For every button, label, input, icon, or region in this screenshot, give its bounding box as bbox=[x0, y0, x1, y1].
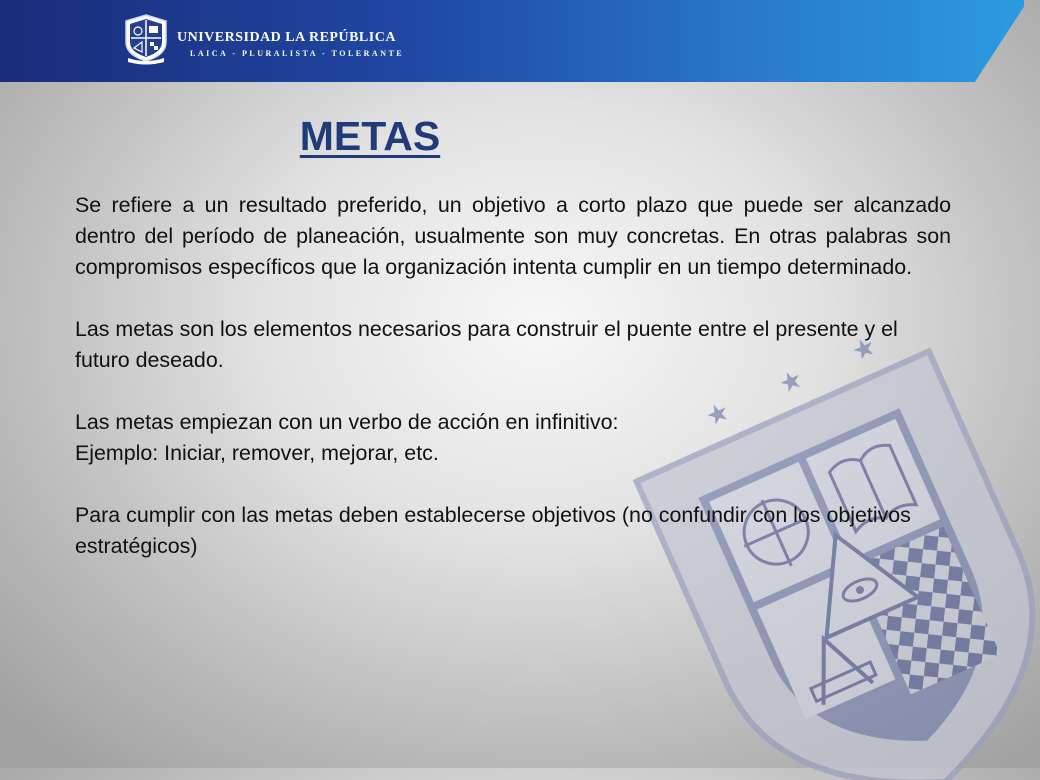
university-motto: LAICA - PLURALISTA - TOLERANTE bbox=[190, 49, 405, 58]
svg-text:★: ★ bbox=[773, 362, 808, 400]
svg-text:★: ★ bbox=[700, 395, 735, 433]
paragraph-verbs: Las metas empiezan con un verbo de acción en infinitivo: bbox=[75, 410, 619, 434]
university-name: UNIVERSIDAD LA REPÚBLICA bbox=[177, 30, 396, 45]
paragraph-definition: Se refiere a un resultado preferido, un objetivo a corto plazo que puede ser alcanzado dentro del período de planeación, usualmente son muy concretas. En otras palabras son compromisos específicos que la organización intenta cumplir en un tiempo determinado. bbox=[75, 193, 951, 279]
slide-body bbox=[75, 190, 951, 562]
paragraph-bridge: Las metas son los elementos necesarios para construir el puente entre el presente y el futuro deseado. bbox=[75, 317, 898, 372]
slide-title: METAS bbox=[299, 113, 441, 159]
paragraph-objectives: Para cumplir con las metas deben establecerse objetivos (no confundir con los objetivos estratégicos) bbox=[75, 503, 911, 558]
university-crest-icon bbox=[122, 12, 170, 64]
svg-text:★: ★ bbox=[847, 330, 881, 368]
paragraph-example: Ejemplo: Iniciar, remover, mejorar, etc. bbox=[75, 441, 439, 465]
